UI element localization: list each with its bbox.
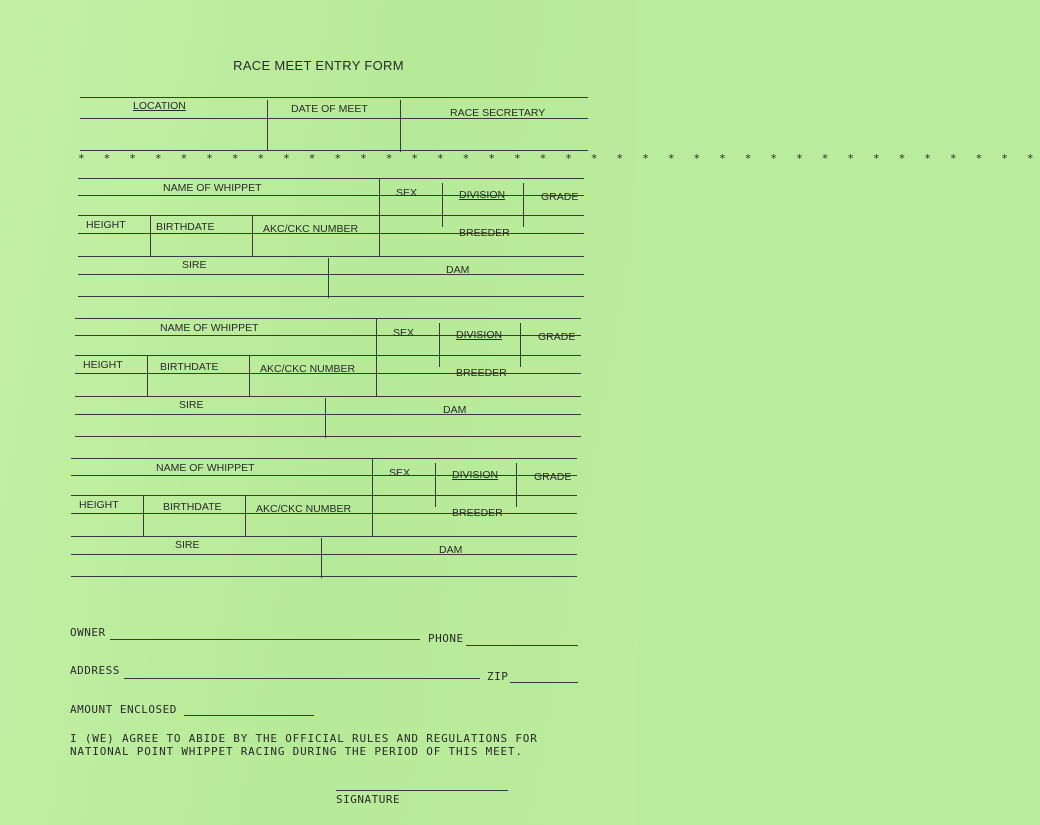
akc-number-label: AKC/CKC NUMBER	[256, 503, 352, 515]
sex-label: SEX	[389, 467, 411, 479]
breeder-label: BREEDER	[459, 227, 510, 239]
signature-label: SIGNATURE	[336, 793, 401, 806]
rule	[75, 414, 581, 415]
agreement-text	[70, 732, 538, 758]
grade-label: GRADE	[538, 331, 576, 343]
rule	[80, 97, 588, 98]
sire-label: SIRE	[175, 539, 200, 551]
address-field[interactable]	[124, 678, 480, 679]
akc-number-label: AKC/CKC NUMBER	[260, 363, 356, 375]
rule	[75, 335, 581, 336]
dam-label: DAM	[443, 404, 467, 416]
rule	[78, 274, 584, 275]
grade-label: GRADE	[534, 471, 572, 483]
rule	[71, 554, 577, 555]
birthdate-label: BIRTHDATE	[163, 501, 222, 513]
date-of-meet-label: DATE OF MEET	[291, 103, 368, 115]
amount-enclosed-label: AMOUNT ENCLOSED	[70, 703, 177, 716]
division-label: DIVISION	[452, 469, 499, 481]
zip-label: ZIP	[487, 670, 509, 683]
divider	[523, 183, 524, 227]
location-label: LOCATION	[133, 100, 186, 112]
divider	[147, 355, 148, 396]
division-label: DIVISION	[459, 189, 506, 201]
whippet-name-label: NAME OF WHIPPET	[163, 182, 262, 194]
rule	[80, 150, 588, 151]
rule	[71, 475, 577, 476]
sire-label: SIRE	[182, 259, 207, 271]
agreement-line-1: I (WE) AGREE TO ABIDE BY THE OFFICIAL RULES AND REGULATIONS FOR	[70, 732, 538, 745]
divider	[372, 458, 373, 536]
sire-label: SIRE	[179, 399, 204, 411]
sex-label: SEX	[396, 187, 418, 199]
whippet-name-label: NAME OF WHIPPET	[160, 322, 259, 334]
phone-label: PHONE	[428, 632, 464, 645]
birthdate-label: BIRTHDATE	[160, 361, 219, 373]
agreement-line-2: NATIONAL POINT WHIPPET RACING DURING THE PERIOD OF THIS MEET.	[70, 745, 523, 758]
height-label: HEIGHT	[79, 499, 119, 511]
form-title: RACE MEET ENTRY FORM	[233, 58, 404, 73]
entry-block[interactable]	[0, 458, 630, 582]
divider	[439, 323, 440, 367]
rule	[75, 355, 581, 356]
star-separator: * * * * * * * * * * * * * * * * * * * * * * * * * * * * * * * * * * * * * *	[78, 152, 1040, 165]
owner-field[interactable]	[110, 639, 420, 640]
divider	[328, 258, 329, 298]
divider	[150, 215, 151, 256]
entry-block[interactable]	[0, 178, 637, 302]
owner-label: OWNER	[70, 626, 106, 639]
divider	[435, 463, 436, 507]
akc-number-label: AKC/CKC NUMBER	[263, 223, 359, 235]
rule	[78, 195, 584, 196]
divider	[143, 495, 144, 536]
amount-field[interactable]	[184, 715, 314, 716]
rule	[71, 458, 577, 459]
rule	[71, 495, 577, 496]
rule	[75, 396, 581, 397]
rule	[71, 576, 577, 577]
signature-field[interactable]	[336, 790, 508, 791]
breeder-label: BREEDER	[456, 367, 507, 379]
height-label: HEIGHT	[86, 219, 126, 231]
zip-field[interactable]	[510, 682, 578, 683]
divider	[379, 178, 380, 256]
divider	[516, 463, 517, 507]
divider	[249, 355, 250, 396]
dam-label: DAM	[439, 544, 463, 556]
division-label: DIVISION	[456, 329, 503, 341]
sex-label: SEX	[393, 327, 415, 339]
phone-field[interactable]	[466, 645, 578, 646]
height-label: HEIGHT	[83, 359, 123, 371]
dam-label: DAM	[446, 264, 470, 276]
breeder-label: BREEDER	[452, 507, 503, 519]
divider	[252, 215, 253, 256]
divider	[400, 100, 401, 152]
grade-label: GRADE	[541, 191, 579, 203]
rule	[78, 296, 584, 297]
whippet-name-label: NAME OF WHIPPET	[156, 462, 255, 474]
birthdate-label: BIRTHDATE	[156, 221, 215, 233]
rule	[75, 318, 581, 319]
rule	[71, 536, 577, 537]
rule	[78, 256, 584, 257]
divider	[520, 323, 521, 367]
rule	[75, 436, 581, 437]
divider	[245, 495, 246, 536]
address-label: ADDRESS	[70, 664, 120, 677]
rule	[78, 215, 584, 216]
divider	[267, 100, 268, 150]
rule	[78, 178, 584, 179]
divider	[376, 318, 377, 396]
race-secretary-label: RACE SECRETARY	[450, 107, 546, 119]
divider	[321, 538, 322, 578]
divider	[325, 398, 326, 438]
entry-block[interactable]	[0, 318, 634, 442]
divider	[442, 183, 443, 227]
